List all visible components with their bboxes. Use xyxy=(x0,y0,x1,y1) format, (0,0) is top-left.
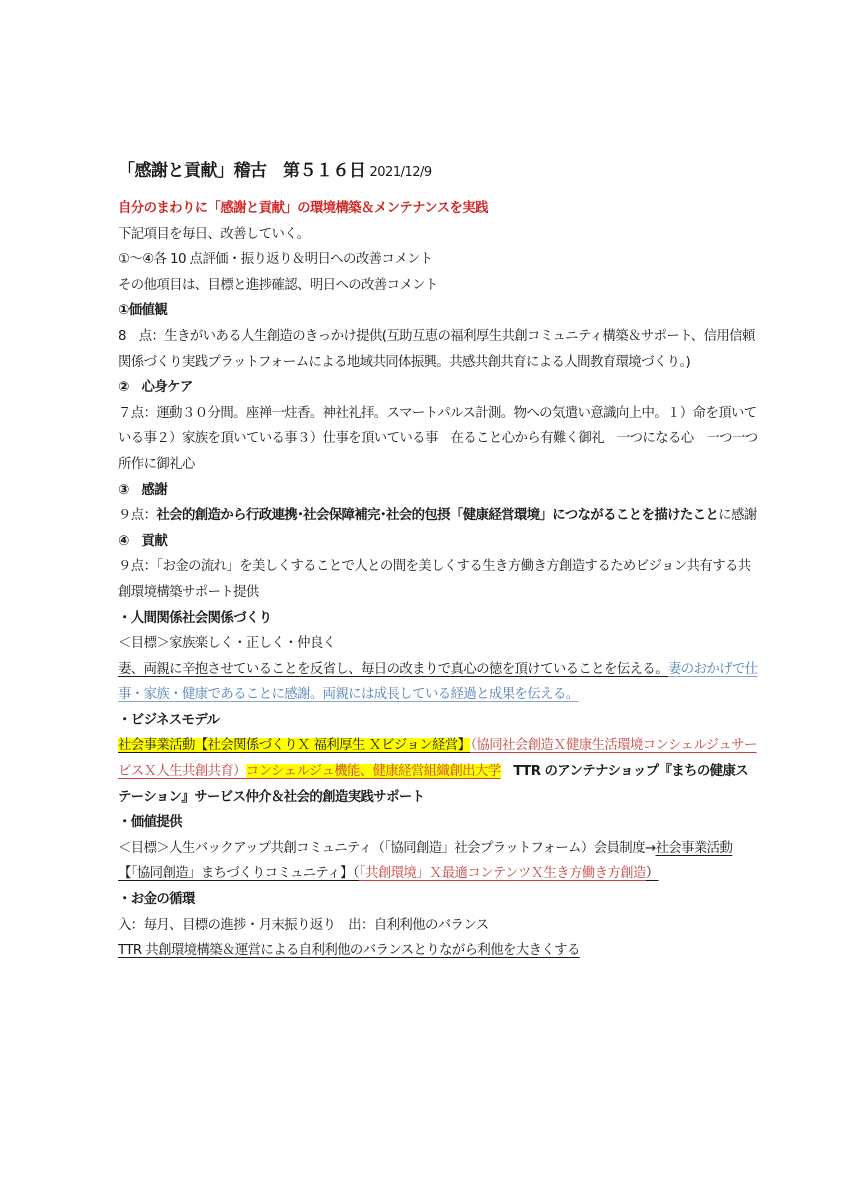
section-heading-contribution: ④ 貢献 xyxy=(118,533,168,549)
section-heading-values: ①価値観 xyxy=(118,303,168,319)
money-line-2: TTR 共創環境構築＆運営による自利利他のバランスとりながら利他を大きくする xyxy=(118,943,580,959)
value-offer-underlined: 社会事業活動【「協同創造」まちづくりコミュニティ】（ xyxy=(118,840,733,882)
business-text xyxy=(118,733,758,810)
relations-text xyxy=(118,657,758,708)
intro-line-1: 下記項目を毎日、改善していく。 xyxy=(118,226,310,242)
section-body-contribution: ９点：「お金の流れ」を美しくすることで人との間を美しくする生き方働き方創造するためビジョン共有する共創環境構築サポート提供 xyxy=(118,559,751,600)
value-offer-red: 「共創環境」Ｘ最適コンテンツＸ生き方働き方創造 xyxy=(358,866,646,882)
title-date: 2021/12/9 xyxy=(369,165,432,180)
business-red: （協同社会創造Ｘ健康生活環境コンシェルジュサービスＸ人生共創共育） xyxy=(118,738,757,780)
business-bold: TTR のアンテナショップ『まちの健康ステーション』サービス仲介＆社会的創造実践サポート xyxy=(118,764,749,805)
title-text: 「感謝と貢献」稽古 第５１６日 xyxy=(118,161,366,181)
document-title xyxy=(118,158,758,184)
section-heading-money: ・お金の循環 xyxy=(118,892,195,908)
intro-line-2: ①～④各 10 点評価・振り返り＆明日への改善コメント xyxy=(118,252,433,268)
section-heading-business: ・ビジネスモデル xyxy=(118,712,220,728)
section-body-values: 8 点：生きがいある人生創造のきっかけ提供(互助互恵の福利厚生共創コミュニティ構築＆サポート、信用信頼関係づくり実践プラットフォームによる地域共同体振興。共感共創共育による人間教育環境づくり。) xyxy=(118,328,755,370)
money-line-1: 入：毎月、目標の進捗・月末振り返り 出：自利利他のバランス xyxy=(118,917,489,933)
headline: 自分のまわりに「感謝と貢献」の環境構築＆メンテナンスを実践 xyxy=(118,201,488,216)
intro-line-3: その他項目は、目標と進捗確認、明日への改善コメント xyxy=(118,277,438,293)
gratitude-score: ９点： xyxy=(118,508,157,524)
section-heading-relations: ・人間関係社会関係づくり xyxy=(118,610,272,626)
relations-goal: ＜目標＞家族楽しく・正しく・仲良く xyxy=(118,636,336,652)
section-body-care: ７点：運動３０分間。座禅一炷香。神社礼拝。スマートパルス計測。物への気遣い意識向上中。１）命を頂いている事２）家族を頂いている事３）仕事を頂いている事 在ること心から有難く御礼 一つになる心 一つ一つ所作に御礼心 xyxy=(118,405,758,472)
value-offer-end: ） xyxy=(645,866,659,882)
section-body-gratitude xyxy=(118,503,758,529)
value-offer-text1: ＜目標＞人生バックアップ共創コミュニティ（「協同創造」社会プラットフォーム）会員制度→ xyxy=(118,840,656,856)
section-heading-gratitude: ③ 感謝 xyxy=(118,482,168,498)
gratitude-tail: に感謝 xyxy=(718,508,757,524)
document-page xyxy=(118,158,758,964)
business-highlight: 社会事業活動【社会関係づくりＸ 福利厚生 Ｘビジョン経営】 xyxy=(118,738,471,754)
section-heading-care: ② 心身ケア xyxy=(118,380,193,396)
relations-text-black: 妻、両親に辛抱させていることを反省し、毎日の改まりで真心の徳を頂けていることを伝える。 xyxy=(118,661,668,677)
business-highlight-red: コンシェルジュ機能、健康経営組織創出大学 xyxy=(245,764,501,780)
section-heading-value-offer: ・価値提供 xyxy=(118,815,182,831)
relations-text-blue: 妻のおかげで仕事・家族・健康であることに感謝。両親には成長している経過と成果を伝える。 xyxy=(118,661,758,703)
value-offer-text xyxy=(118,836,758,887)
gratitude-bold: 社会的創造から行政連携･社会保障補完･社会的包摂「健康経営環境」につながることを描けたこと xyxy=(156,508,719,524)
